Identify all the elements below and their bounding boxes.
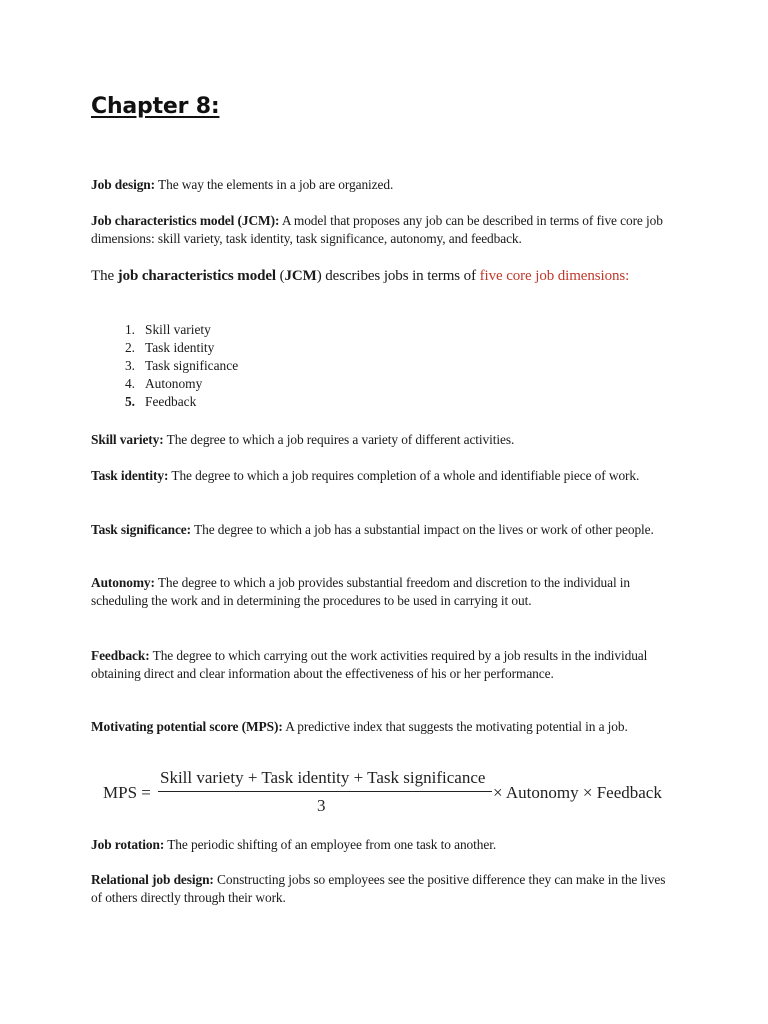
term-label: Feedback: [91,648,150,663]
list-number: 3. [124,358,135,373]
definition-text: Constructing jobs so employees see the positive difference they can make in the lives of others directly through their work. [91,872,666,905]
term-label: Relational job design: [91,872,214,887]
definition-job-design [91,176,676,194]
formula-denominator: 3 [317,796,326,815]
dimensions-list [91,321,238,411]
term-label: Skill variety: [91,432,164,447]
list-item [91,393,238,411]
list-item [91,339,238,357]
formula-lhs: MPS = [103,783,151,802]
list-label: Autonomy [145,376,203,391]
definition-task-significance [91,521,676,539]
intro-text: ) describes jobs in terms of [316,268,480,284]
definition-text: A model that proposes any job can be described in terms of five core job dimensions: skill variety, task identity, task significance, autonomy, and feedback. [91,213,663,246]
definition-text: The degree to which a job requires a variety of different activities. [163,432,515,447]
list-number: 1. [124,322,135,337]
definition-text: The degree to which carrying out the work activities required by a job results in the individual obtaining direct and clear information about the effectiveness of his or her performance. [91,648,648,681]
list-item [91,321,238,339]
definition-text: The periodic shifting of an employee from one task to another. [164,837,497,852]
definition-text: The degree to which a job has a substantial impact on the lives or work of other people. [191,522,654,537]
definition-skill-variety [91,431,676,449]
term-label: Job characteristics model (JCM): [91,213,280,228]
definition-job-rotation [91,836,676,854]
list-item [91,375,238,393]
intro-text: The [91,268,118,284]
intro-text: ( [275,268,285,284]
list-label: Feedback [145,394,197,409]
list-number: 5. [124,394,135,409]
list-label: Task significance [145,358,239,373]
definition-mps [91,718,676,736]
definition-feedback [91,647,676,683]
chapter-heading: Chapter 8: [91,94,220,119]
definition-autonomy [91,574,676,610]
intro-bold: JCM [284,268,317,284]
formula-numerator: Skill variety + Task identity + Task significance [160,768,486,787]
list-number: 2. [124,340,135,355]
definition-jcm [91,212,676,248]
term-label: Job design: [91,177,156,192]
formula-rhs: × Autonomy × Feedback [493,783,662,802]
list-label: Task identity [145,340,215,355]
mps-formula [103,766,673,818]
term-label: Task significance: [91,522,192,537]
intro-highlight: five core job dimensions: [479,268,630,284]
fraction-bar [158,791,492,792]
jcm-intro [91,266,631,286]
definition-text: The degree to which a job provides substantial freedom and discretion to the individual in scheduling the work and in determining the procedures to be used in carrying it out. [91,575,631,608]
definition-text: The degree to which a job requires completion of a whole and identifiable piece of work. [168,468,640,483]
term-label: Task identity: [91,468,169,483]
list-number: 4. [124,376,135,391]
definition-task-identity [91,467,676,485]
list-label: Skill variety [145,322,211,337]
definition-text: The way the elements in a job are organized. [155,177,394,192]
intro-bold: job characteristics model [117,268,276,284]
term-label: Job rotation: [91,837,165,852]
definition-text: A predictive index that suggests the motivating potential in a job. [282,719,628,734]
definition-relational-job-design [91,871,676,907]
list-item [91,357,238,375]
term-label: Autonomy: [91,575,155,590]
term-label: Motivating potential score (MPS): [91,719,283,734]
